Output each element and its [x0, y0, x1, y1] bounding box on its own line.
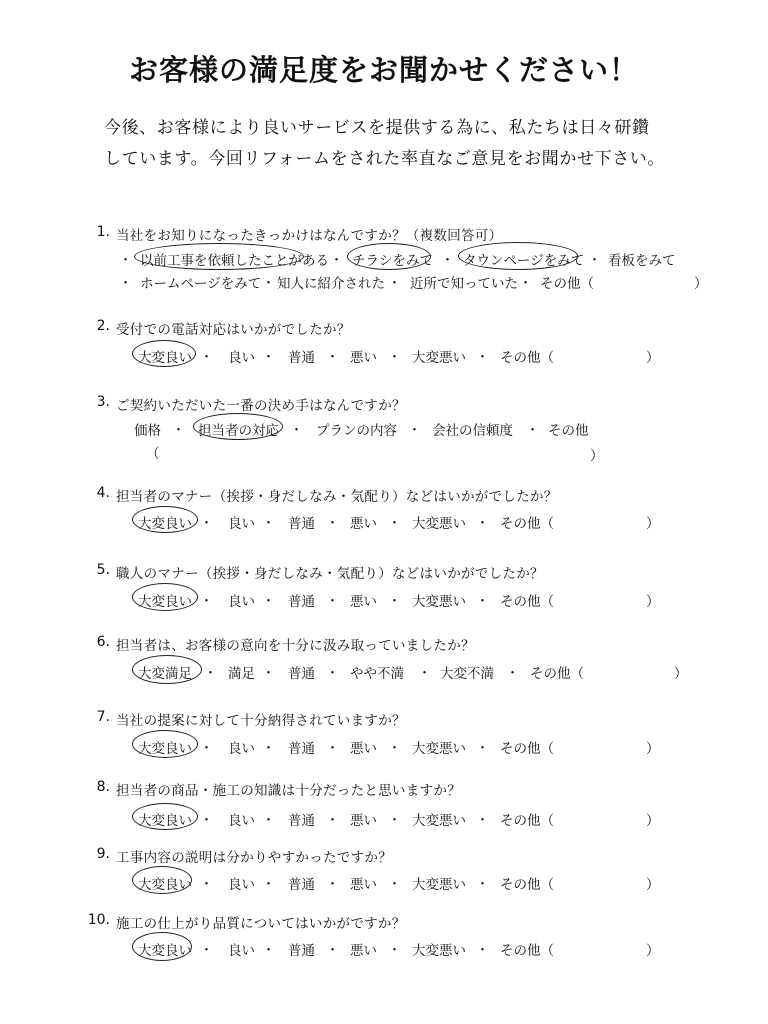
separator: ・ — [588, 253, 602, 268]
close-paren: ） — [646, 741, 660, 757]
answer-option: 以前工事を依頼したことがある — [140, 253, 329, 269]
answer-option: 悪い — [350, 594, 377, 610]
separator: ・ — [262, 813, 276, 828]
answer-option: タウンページをみて — [463, 253, 585, 269]
separator: ・ — [476, 516, 490, 531]
separator: ・ — [200, 594, 214, 609]
separator: ・ — [388, 813, 402, 828]
separator: ・ — [388, 741, 402, 756]
separator: ・ — [519, 276, 533, 291]
answer-option: ホームページをみて — [140, 276, 262, 292]
answer-option: その他（ — [530, 666, 584, 682]
question-text: ご契約いただいた一番の決め手はなんですか？ — [116, 398, 406, 414]
answer-option: 大変悪い — [412, 943, 466, 959]
answer-option: 悪い — [350, 877, 377, 893]
question-number: 6. — [96, 634, 110, 650]
separator: ・ — [200, 877, 214, 892]
close-paren: ） — [646, 594, 660, 610]
answer-option: 悪い — [350, 943, 377, 959]
separator: ・ — [262, 594, 276, 609]
separator: ・ — [200, 516, 214, 531]
separator: ・ — [506, 666, 520, 681]
separator: ・ — [200, 943, 214, 958]
answer-option: 大変不満 — [440, 666, 494, 682]
separator: ・ — [388, 594, 402, 609]
answer-option: 大変悪い — [412, 516, 466, 532]
answer-option: 普通 — [288, 350, 315, 366]
answer-option: 良い — [228, 350, 255, 366]
answer-option: 普通 — [288, 741, 315, 757]
answer-option: 大変満足 — [138, 666, 192, 682]
answer-option: その他（ — [500, 877, 554, 893]
answer-option: 大変良い — [138, 813, 192, 829]
question-number: 9. — [96, 846, 110, 862]
question-text: 受付での電話対応はいかがでしたか？ — [116, 322, 351, 338]
answer-option: 普通 — [288, 594, 315, 610]
close-paren: ） — [646, 350, 660, 366]
answer-option: その他（ — [500, 594, 554, 610]
close-paren: ） — [694, 276, 708, 292]
answer-option: 大変良い — [138, 943, 192, 959]
separator: ・ — [326, 813, 340, 828]
answer-option: 満足 — [228, 666, 255, 682]
question-text: 施工の仕上がり品質についてはいかがですか？ — [116, 916, 406, 932]
answer-option: 良い — [228, 877, 255, 893]
question-text: 担当者の商品・施工の知識は十分だったと思いますか？ — [116, 783, 461, 799]
question-number: 5. — [96, 562, 110, 578]
answer-option: 大変良い — [138, 594, 192, 610]
intro-line: しています。今回リフォームをされた率直なご意見をお聞かせ下さい。 — [104, 149, 665, 169]
separator: ・ — [326, 741, 340, 756]
answer-option: 悪い — [350, 516, 377, 532]
answer-option: チラシをみて — [352, 253, 433, 269]
answer-option: 大変悪い — [412, 594, 466, 610]
close-paren: ） — [674, 666, 688, 682]
question-text: 職人のマナー（挨拶・身だしなみ・気配り）などはいかがでしたか？ — [116, 566, 544, 582]
page-title: お客様の満足度をお聞かせください！ — [128, 53, 639, 87]
question-text: 担当者は、お客様の意向を十分に汲み取っていましたか？ — [116, 638, 475, 654]
answer-option: 会社の信頼度 — [432, 423, 513, 439]
separator: ・ — [326, 516, 340, 531]
separator: ・ — [476, 350, 490, 365]
separator: ・ — [262, 666, 276, 681]
question-number: 1. — [96, 224, 110, 240]
separator: ・ — [200, 350, 214, 365]
separator: ・ — [326, 350, 340, 365]
answer-option: 大変良い — [138, 877, 192, 893]
answer-option: その他（ — [500, 813, 554, 829]
separator: ・ — [441, 253, 455, 268]
separator: ・ — [172, 423, 186, 438]
question-number: 8. — [96, 779, 110, 795]
separator: ・ — [119, 276, 133, 291]
separator: ・ — [388, 350, 402, 365]
question-number: 2. — [96, 318, 110, 334]
intro-line: 今後、お客様により良いサービスを提供する為に、私たちは日々研鑽 — [104, 118, 650, 138]
answer-option: その他（ — [500, 943, 554, 959]
answer-option: 悪い — [350, 350, 377, 366]
separator: ・ — [388, 877, 402, 892]
answer-option: 普通 — [288, 666, 315, 682]
separator: ・ — [290, 423, 304, 438]
answer-option: 悪い — [350, 741, 377, 757]
answer-option: 良い — [228, 741, 255, 757]
answer-option: 大変悪い — [412, 350, 466, 366]
separator: ・ — [262, 350, 276, 365]
separator: ・ — [262, 943, 276, 958]
answer-option: その他（ — [500, 350, 554, 366]
close-paren: ） — [646, 516, 660, 532]
answer-option: 知人に紹介された — [277, 276, 385, 292]
separator: ・ — [262, 516, 276, 531]
answer-option: 大変良い — [138, 350, 192, 366]
question-number: 7. — [96, 709, 110, 725]
answer-option: 良い — [228, 813, 255, 829]
separator: ・ — [388, 943, 402, 958]
separator: ・ — [119, 253, 133, 268]
separator: ・ — [408, 423, 422, 438]
answer-option: 普通 — [288, 877, 315, 893]
answer-option: 大変良い — [138, 516, 192, 532]
separator: ・ — [330, 253, 344, 268]
answer-option: 看板をみて — [608, 253, 676, 269]
answer-option: 価格 — [134, 423, 161, 439]
intro-text — [104, 113, 665, 175]
answer-option: プランの内容 — [316, 423, 397, 439]
separator: ・ — [418, 666, 432, 681]
answer-option: その他（ — [500, 516, 554, 532]
open-paren: （ — [146, 446, 160, 462]
separator: ・ — [326, 877, 340, 892]
answer-option: 大変悪い — [412, 813, 466, 829]
answer-option: 普通 — [288, 813, 315, 829]
separator: ・ — [476, 943, 490, 958]
question-text: 当社の提案に対して十分納得されていますか？ — [116, 713, 406, 729]
question-number: 10. — [87, 912, 110, 928]
separator: ・ — [388, 516, 402, 531]
answer-option: その他（ — [540, 276, 594, 292]
answer-option: 良い — [228, 943, 255, 959]
separator: ・ — [262, 276, 276, 291]
answer-option: 悪い — [350, 813, 377, 829]
close-paren: ） — [646, 877, 660, 893]
question-text: 当社をお知りになったきっかけはなんですか？（複数回答可） — [116, 228, 503, 244]
question-text: 担当者のマナー（挨拶・身だしなみ・気配り）などはいかがでしたか？ — [116, 489, 558, 505]
answer-option: 良い — [228, 516, 255, 532]
separator: ・ — [476, 741, 490, 756]
separator: ・ — [262, 877, 276, 892]
separator: ・ — [388, 276, 402, 291]
question-number: 4. — [96, 485, 110, 501]
close-paren: ） — [590, 448, 604, 464]
answer-option: 担当者の対応 — [198, 423, 279, 439]
separator: ・ — [526, 423, 540, 438]
close-paren: ） — [646, 943, 660, 959]
separator: ・ — [476, 594, 490, 609]
answer-option: 普通 — [288, 516, 315, 532]
separator: ・ — [476, 877, 490, 892]
separator: ・ — [476, 813, 490, 828]
answer-option: 近所で知っていた — [410, 276, 518, 292]
separator: ・ — [262, 741, 276, 756]
question-number: 3. — [96, 394, 110, 410]
answer-option: 良い — [228, 594, 255, 610]
question-text: 工事内容の説明は分かりやすかったですか？ — [116, 850, 392, 866]
answer-option: その他 — [548, 423, 589, 439]
answer-option: やや不満 — [350, 666, 404, 682]
separator: ・ — [200, 741, 214, 756]
close-paren: ） — [646, 813, 660, 829]
separator: ・ — [326, 594, 340, 609]
separator: ・ — [204, 666, 218, 681]
separator: ・ — [200, 813, 214, 828]
separator: ・ — [326, 666, 340, 681]
answer-option: 普通 — [288, 943, 315, 959]
answer-option: 大変悪い — [412, 741, 466, 757]
answer-option: その他（ — [500, 741, 554, 757]
separator: ・ — [326, 943, 340, 958]
answer-option: 大変悪い — [412, 877, 466, 893]
answer-option: 大変良い — [138, 741, 192, 757]
